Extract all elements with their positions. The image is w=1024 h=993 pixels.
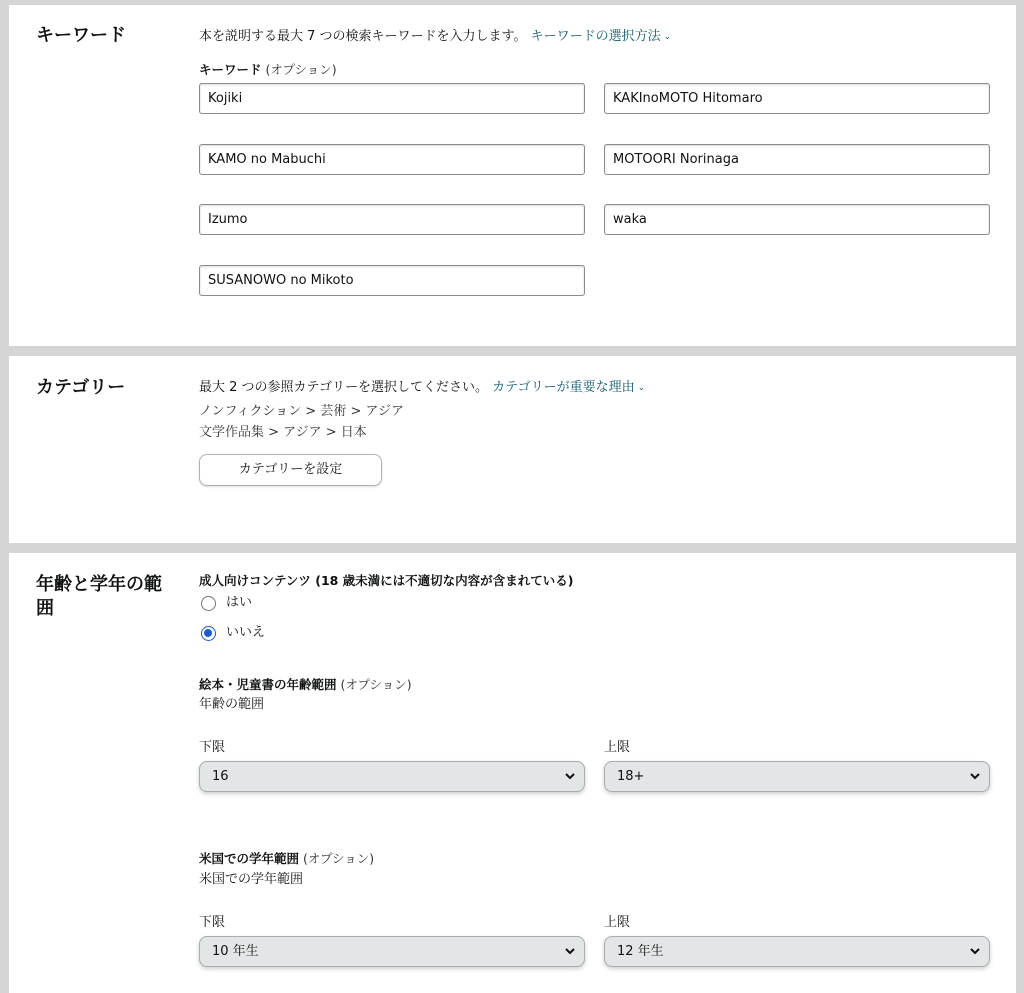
grade-range-label: [199, 850, 374, 868]
categories-section: [9, 356, 1016, 543]
categories-help-link-text[interactable]: カテゴリーが重要な理由: [492, 380, 635, 395]
grade-range-label-text: 米国での学年範囲: [199, 851, 300, 866]
adult-no-radio[interactable]: [201, 626, 216, 641]
keywords-optional-text: (オプション): [265, 62, 337, 77]
grade-max-label: 上限: [604, 915, 631, 930]
adult-yes-radio[interactable]: [201, 596, 216, 611]
adult-yes-label[interactable]: はい: [226, 595, 253, 610]
chevron-down-icon: [564, 946, 576, 956]
selected-category-2: 文学作品集 > アジア > 日本: [199, 425, 367, 440]
keywords-field-label: [199, 61, 337, 79]
keyword-input-5[interactable]: Izumo: [199, 204, 585, 235]
keywords-description: [199, 28, 671, 47]
keywords-help-link-text[interactable]: キーワードの選択方法: [530, 29, 661, 44]
chevron-down-icon: [969, 771, 981, 781]
categories-description-text: 最大 2 つの参照カテゴリーを選択してください。: [199, 380, 489, 395]
keyword-input-6[interactable]: waka: [604, 204, 990, 235]
age-max-value: 18+: [617, 769, 645, 784]
grade-min-select[interactable]: [199, 936, 585, 967]
age-max-label: 上限: [604, 740, 631, 755]
adult-content-label: [199, 572, 573, 590]
grade-min-value: 10 年生: [212, 944, 259, 959]
grade-range-sublabel: 米国での学年範囲: [199, 872, 304, 887]
age-grade-section: [9, 553, 1016, 993]
chevron-down-icon: [969, 946, 981, 956]
section-title-categories: カテゴリー: [36, 377, 126, 398]
section-title-age-grade: 年齢と学年の範囲: [36, 574, 162, 619]
age-min-label: 下限: [199, 740, 226, 755]
adult-yes-option[interactable]: [201, 594, 252, 612]
chevron-down-icon: [564, 771, 576, 781]
categories-description: [199, 379, 645, 398]
keywords-label-text: キーワード: [199, 62, 262, 77]
adult-no-label[interactable]: いいえ: [226, 625, 266, 640]
age-max-select[interactable]: [604, 761, 990, 792]
selected-category-1: ノンフィクション > 芸術 > アジア: [199, 404, 404, 419]
keyword-input-4[interactable]: MOTOORI Norinaga: [604, 144, 990, 175]
keyword-input-3[interactable]: KAMO no Mabuchi: [199, 144, 585, 175]
grade-min-label: 下限: [199, 915, 226, 930]
keywords-description-text: 本を説明する最大 7 つの検索キーワードを入力します。: [199, 29, 527, 44]
children-range-label: [199, 676, 412, 694]
children-range-sublabel: 年齢の範囲: [199, 697, 265, 712]
grade-max-value: 12 年生: [617, 944, 664, 959]
grade-optional-text: (オプション): [303, 851, 375, 866]
grade-max-select[interactable]: [604, 936, 990, 967]
children-range-label-text: 絵本・児童書の年齢範囲: [199, 677, 337, 692]
categories-help-link[interactable]: [492, 380, 645, 395]
children-optional-text: (オプション): [340, 677, 412, 692]
adult-no-option[interactable]: [201, 624, 265, 642]
age-min-value: 16: [212, 769, 229, 784]
chevron-down-icon: ⌄: [637, 383, 646, 393]
age-min-select[interactable]: [199, 761, 585, 792]
chevron-down-icon: ⌄: [663, 32, 672, 42]
keywords-help-link[interactable]: [531, 29, 672, 44]
adult-content-label-text: 成人向けコンテンツ (18 歳未満には不適切な内容が含まれている): [199, 573, 574, 588]
keywords-section: [9, 5, 1016, 346]
keyword-input-7[interactable]: SUSANOWO no Mikoto: [199, 265, 585, 296]
keyword-input-2[interactable]: KAKInoMOTO Hitomaro: [604, 83, 990, 114]
keyword-input-1[interactable]: Kojiki: [199, 83, 585, 114]
set-categories-button[interactable]: カテゴリーを設定: [199, 454, 382, 486]
section-title-keywords: キーワード: [36, 25, 126, 46]
